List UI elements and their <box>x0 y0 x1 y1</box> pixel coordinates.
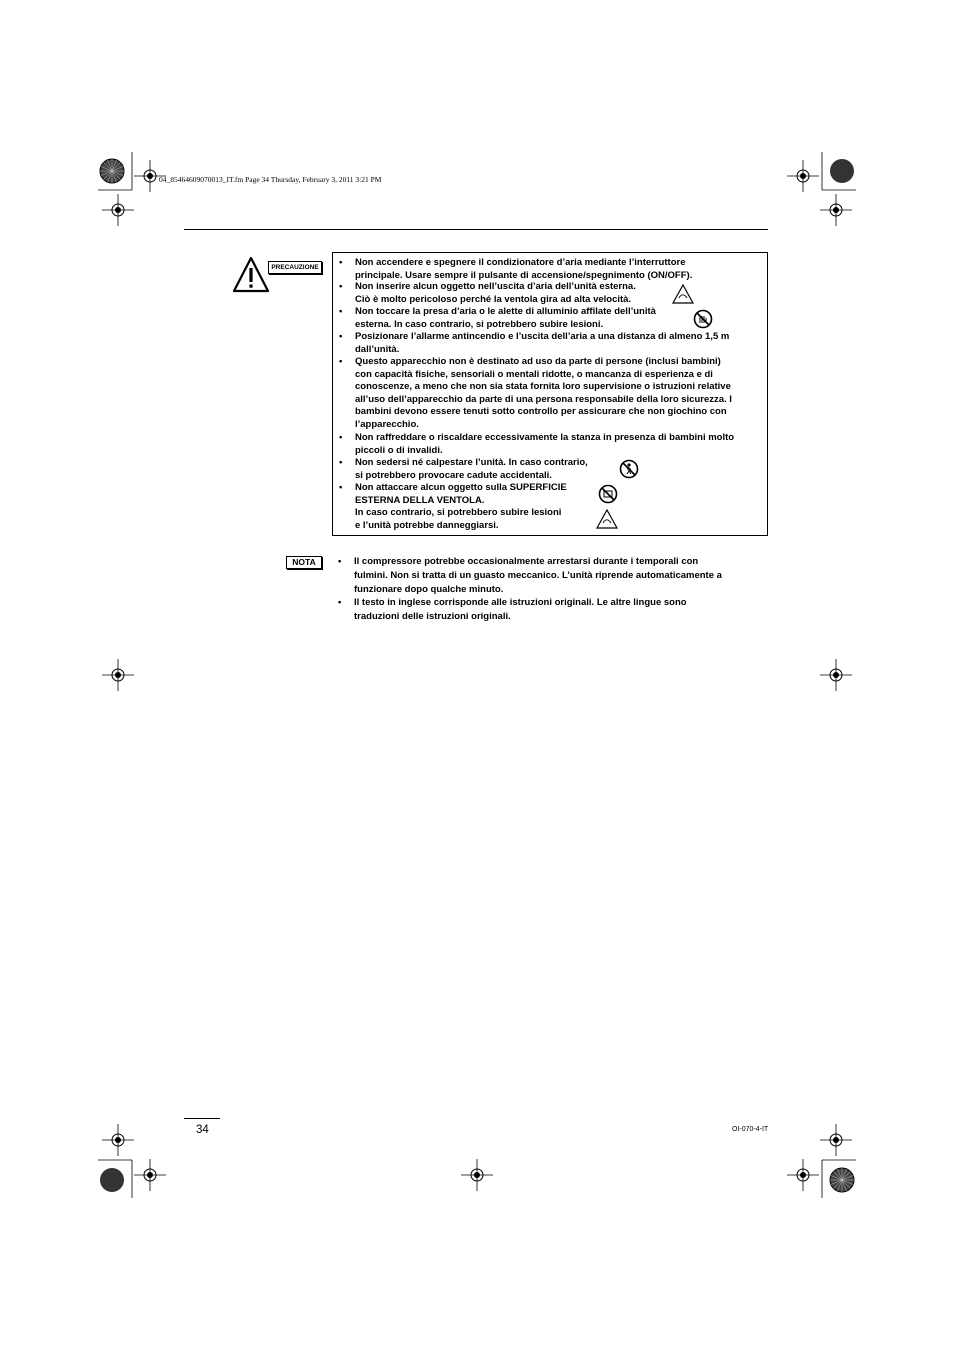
list-item: • Non attaccare alcun oggetto sulla SUPERFICIE ESTERNA DELLA VENTOLA. In caso contrario, si potrebbero subire lesioni e l’unità potrebbe danneggiarsi. <box>339 482 567 531</box>
list-item: • Il testo in inglese corrisponde alle istruzioni originali. Le altre lingue sono traduzioni delle istruzioni originali. <box>338 597 687 622</box>
caution-hand-icon <box>596 509 618 529</box>
note-label: NOTA <box>286 556 322 569</box>
list-item: • Non sedersi né calpestare l’unità. In caso contrario, si potrebbero provocare cadute accidentali. <box>339 457 588 481</box>
header-file-info: 04_85464609070013_IT.fm Page 34 Thursday, February 3, 2011 3:21 PM <box>159 175 382 184</box>
no-attach-icon <box>598 484 618 504</box>
warning-triangle-icon <box>232 256 270 294</box>
no-step-icon <box>619 459 639 479</box>
list-item: • Non toccare la presa d’aria o le alette di alluminio affilate dell’unità esterna. In caso contrario, si potrebbero subire lesioni. <box>339 306 656 330</box>
caution-label: PRECAUZIONE <box>268 261 322 274</box>
list-item: • Non inserire alcun oggetto nell’uscita d’aria dell’unità esterna. Ciò è molto pericoloso perché la ventola gira ad alta velocità. <box>339 281 636 305</box>
no-touch-icon <box>693 309 713 329</box>
doc-code: OI-070-4-IT <box>732 1126 769 1133</box>
header-rule <box>184 229 768 230</box>
list-item: • Non raffreddare o riscaldare eccessivamente la stanza in presenza di bambini molto piccoli o di invalidi. <box>339 432 735 456</box>
page-number: 34 <box>196 1124 209 1136</box>
list-item: • Questo apparecchio non è destinato ad uso da parte di persone (inclusi bambini) con capacità fisiche, sensoriali o mentali ridotte, o mancanza di esperienza e di conoscenze, a meno che non sia stata fornita loro supervisione o istruzioni relative all’uso dell’apparecchio da parte di una persona responsabile della loro sicurezza. I bambini devono essere tenuti sotto controllo per assicurare che non giochino con l’apparecchio. <box>339 356 732 430</box>
list-item: • Non accendere e spegnere il condizionatore d’aria mediante l’interruttore principale. Usare sempre il pulsante di accensione/spegnimento (ON/OFF). <box>339 257 693 281</box>
caution-box <box>332 252 768 536</box>
list-item: • Il compressore potrebbe occasionalmente arrestarsi durante i temporali con fulmini. Non si tratta di un guasto meccanico. L’unità riprende automaticamente a funzionare dopo qualche minuto. <box>338 556 722 595</box>
footer-rule <box>184 1118 220 1119</box>
list-item: • Posizionare l’allarme antincendio e l’uscita dell’aria a una distanza di almeno 1,5 m dall’unità. <box>339 331 730 355</box>
caution-hand-icon <box>672 284 694 304</box>
